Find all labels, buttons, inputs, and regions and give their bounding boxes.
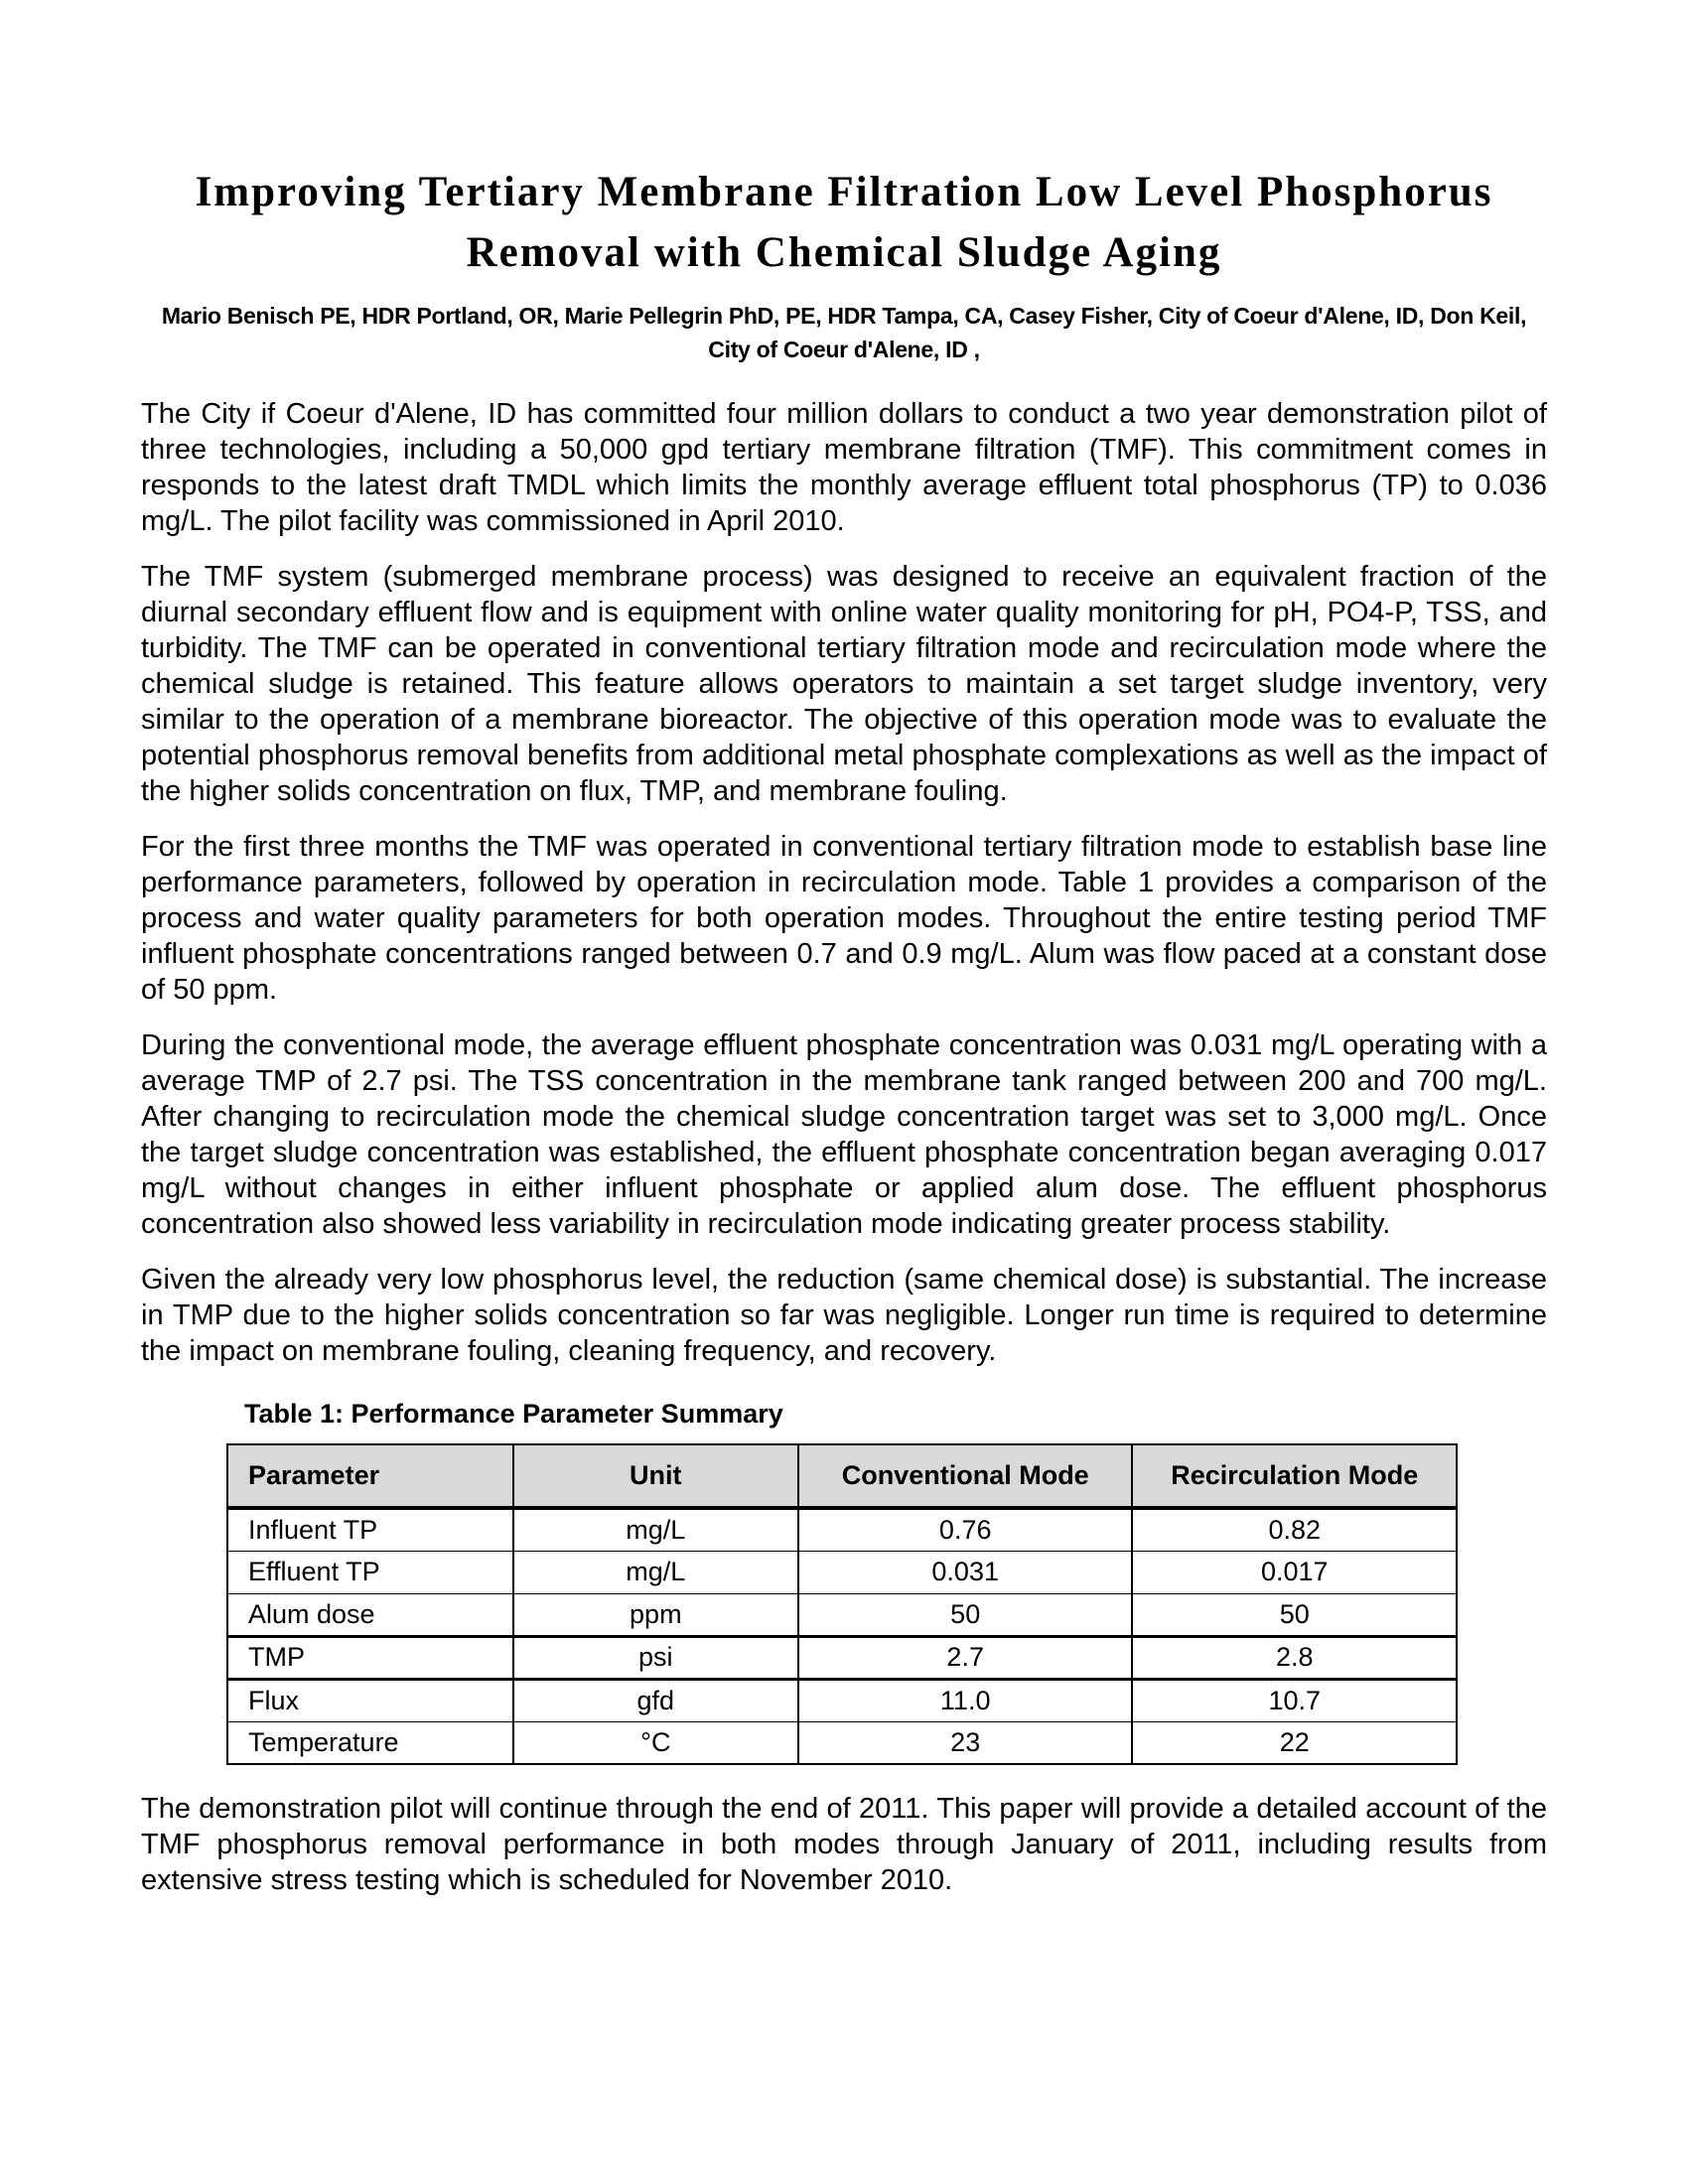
table-row	[227, 1721, 1457, 1764]
cell-conventional: 50	[798, 1593, 1133, 1636]
cell-unit: gfd	[513, 1679, 798, 1721]
cell-conventional: 0.76	[798, 1508, 1133, 1551]
cell-unit: mg/L	[513, 1551, 798, 1593]
paper-title: Improving Tertiary Membrane Filtration Low Level Phosphorus Removal with Chemical Sludge Aging	[195, 169, 1493, 277]
paragraph-1: The City if Coeur d'Alene, ID has committed four million dollars to conduct a two year demonstration pilot of three technologies, including a 50,000 gpd tertiary membrane filtration (TMF). This commitment comes in responds to the latest draft TMDL which limits the monthly average effluent total phosphorus (TP) to 0.036 mg/L. The pilot facility was commissioned in April 2010.	[141, 398, 1547, 538]
cell-recirculation: 10.7	[1132, 1679, 1457, 1721]
cell-unit: psi	[513, 1636, 798, 1679]
table-row	[227, 1593, 1457, 1636]
cell-parameter: Effluent TP	[227, 1551, 513, 1593]
performance-parameter-table	[226, 1443, 1458, 1765]
cell-conventional: 23	[798, 1721, 1133, 1764]
table-row	[227, 1679, 1457, 1721]
paragraph-4: During the conventional mode, the average effluent phosphate concentration was 0.031 mg/L operating with a average TMP of 2.7 psi. The TSS concentration in the membrane tank ranged between 200 and 700 mg/L. After changing to recirculation mode the chemical sludge concentration target was set to 3,000 mg/L. Once the target sludge concentration was established, the effluent phosphate concentration began averaging 0.017 mg/L without changes in either influent phosphate or applied alum dose. The effluent phosphorus concentration also showed less variability in recirculation mode indicating greater process stability.	[141, 1029, 1547, 1241]
cell-conventional: 0.031	[798, 1551, 1133, 1593]
cell-parameter: Alum dose	[227, 1593, 513, 1636]
table-header-row	[227, 1444, 1457, 1508]
cell-parameter: Influent TP	[227, 1508, 513, 1551]
table-row	[227, 1636, 1457, 1679]
cell-recirculation: 22	[1132, 1721, 1457, 1764]
cell-unit: °C	[513, 1721, 798, 1764]
closing-paragraph: The demonstration pilot will continue through the end of 2011. This paper will provide a detailed account of the TMF phosphorus removal performance in both modes through January of 2011, including results from extensive stress testing which is scheduled for November 2010.	[141, 1793, 1547, 1897]
authors-line: Mario Benisch PE, HDR Portland, OR, Marie Pellegrin PhD, PE, HDR Tampa, CA, Casey Fisher, City of Coeur d'Alene, ID, Don Keil, City of Coeur d'Alene, ID ,	[161, 303, 1527, 363]
cell-parameter: Flux	[227, 1679, 513, 1721]
table-row	[227, 1508, 1457, 1551]
table-row	[227, 1551, 1457, 1593]
cell-recirculation: 2.8	[1132, 1636, 1457, 1679]
cell-unit: mg/L	[513, 1508, 798, 1551]
cell-recirculation: 50	[1132, 1593, 1457, 1636]
cell-unit: ppm	[513, 1593, 798, 1636]
table-caption: Table 1: Performance Parameter Summary	[244, 1399, 783, 1430]
header-cell-recirculation-mode: Recirculation Mode	[1132, 1444, 1457, 1508]
cell-conventional: 11.0	[798, 1679, 1133, 1721]
cell-conventional: 2.7	[798, 1636, 1133, 1679]
cell-parameter: Temperature	[227, 1721, 513, 1764]
header-cell-parameter: Parameter	[227, 1444, 513, 1508]
paragraph-3: For the first three months the TMF was operated in conventional tertiary filtration mode to establish base line performance parameters, followed by operation in recirculation mode. Table 1 provides a comparison of the process and water quality parameters for both operation modes. Throughout the entire testing period TMF influent phosphate concentrations ranged between 0.7 and 0.9 mg/L. Alum was flow paced at a constant dose of 50 ppm.	[141, 831, 1547, 1007]
header-cell-conventional-mode: Conventional Mode	[798, 1444, 1133, 1508]
paragraph-5: Given the already very low phosphorus level, the reduction (same chemical dose) is substantial. The increase in TMP due to the higher solids concentration so far was negligible. Longer run time is required to determine the impact on membrane fouling, cleaning frequency, and recovery.	[141, 1264, 1547, 1368]
cell-recirculation: 0.017	[1132, 1551, 1457, 1593]
cell-parameter: TMP	[227, 1636, 513, 1679]
header-cell-unit: Unit	[513, 1444, 798, 1508]
cell-recirculation: 0.82	[1132, 1508, 1457, 1551]
paragraph-2: The TMF system (submerged membrane process) was designed to receive an equivalent fraction of the diurnal secondary effluent flow and is equipment with online water quality monitoring for pH, PO4-P, TSS, and turbidity. The TMF can be operated in conventional tertiary filtration mode and recirculation mode where the chemical sludge is retained. This feature allows operators to maintain a set target sludge inventory, very similar to the operation of a membrane bioreactor. The objective of this operation mode was to evaluate the potential phosphorus removal benefits from additional metal phosphate complexations as well as the impact of the higher solids concentration on flux, TMP, and membrane fouling.	[141, 561, 1547, 808]
page-content	[0, 162, 1688, 1898]
